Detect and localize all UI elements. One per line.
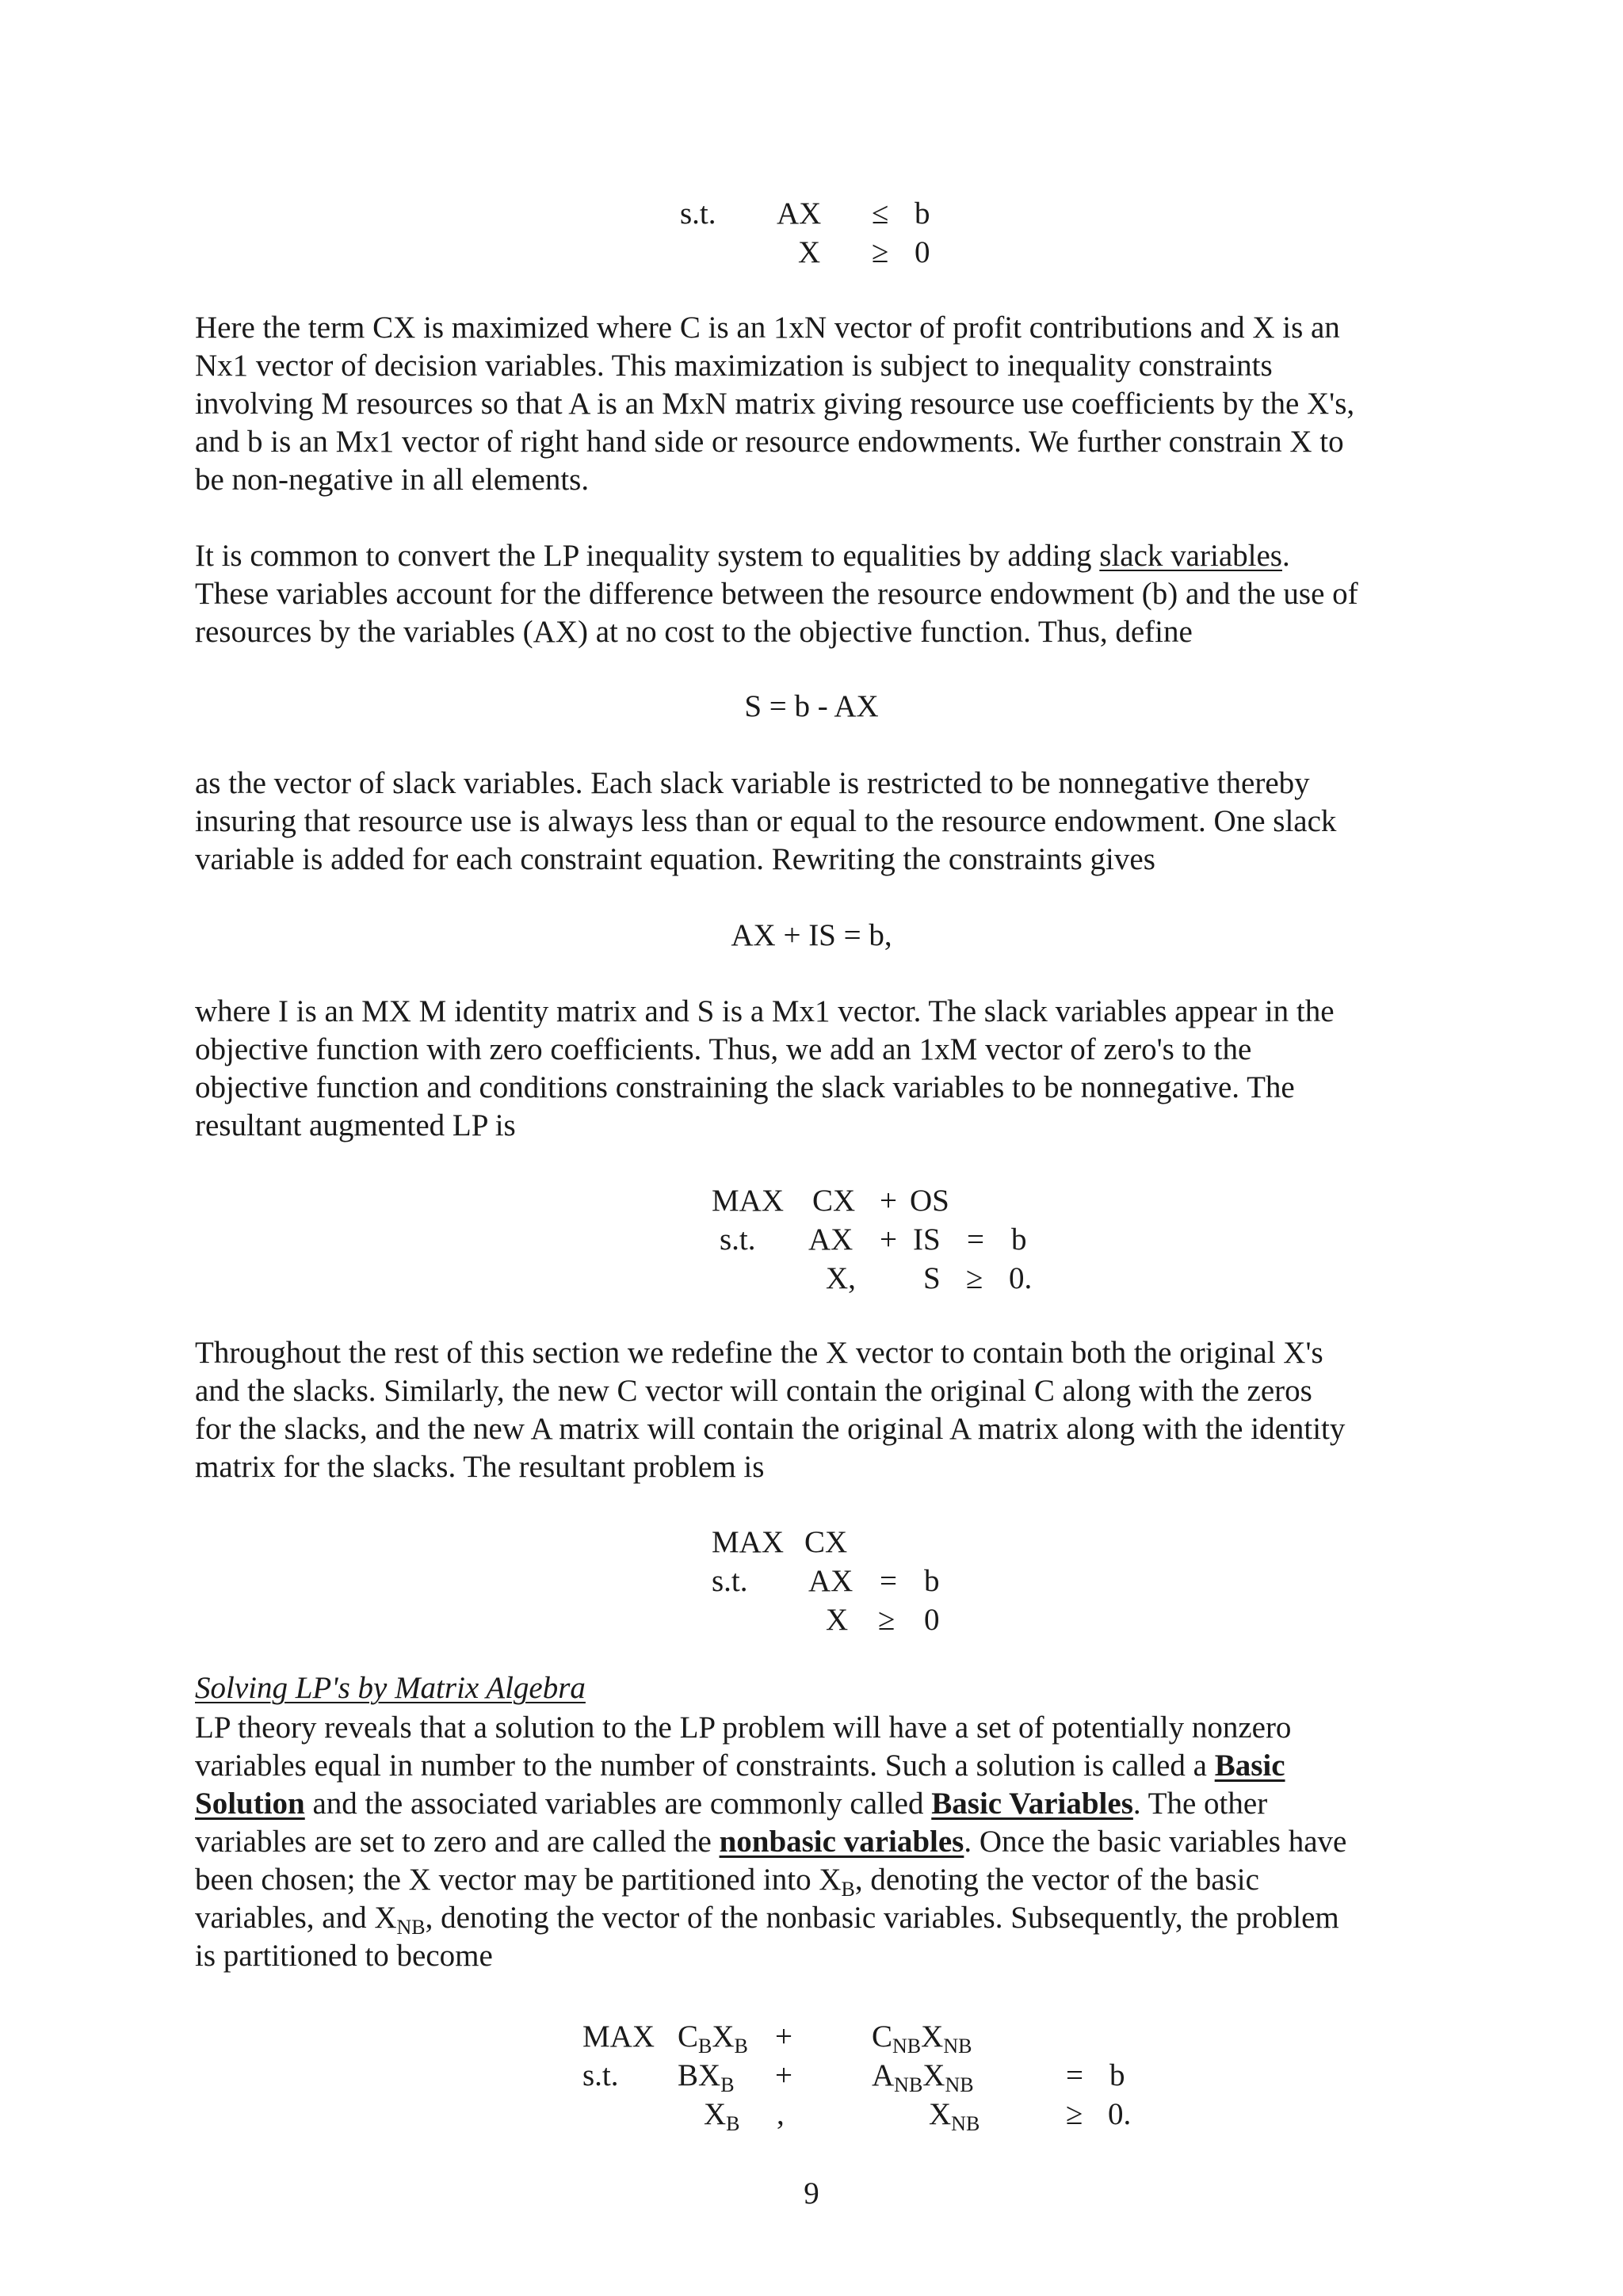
text-line: These variables account for the difference between the resource endowment (b) and the use of <box>195 577 1358 611</box>
text-run: . The other <box>1132 1787 1268 1821</box>
paragraph-slack-intro <box>195 537 1447 651</box>
subscript: NB <box>951 2112 980 2135</box>
paragraph-redefine <box>195 1334 1447 1486</box>
equation-slack-definition: S = b - AX <box>744 689 879 723</box>
symbol-x: X <box>929 2097 952 2131</box>
ge-symbol: ≥ <box>1066 2097 1083 2131</box>
text-line: resources by the variables (AX) at no cost to the objective function. Thus, define <box>195 615 1193 649</box>
rhs-term: b <box>924 1564 940 1598</box>
basic-variables-term: Basic Variables <box>931 1787 1133 1821</box>
text-run: variables, and X <box>195 1901 397 1935</box>
symbol-c: C <box>678 2019 699 2054</box>
le-symbol: ≤ <box>872 196 889 231</box>
text-run: It is common to convert the LP inequality system to equalities by adding <box>195 539 1100 573</box>
subscript: B <box>698 2035 712 2058</box>
text-line: variable is added for each constraint equation. Rewriting the constraints gives <box>195 842 1155 876</box>
subscript: NB <box>892 2035 922 2058</box>
zero-term: 0 <box>924 1603 940 1637</box>
text-line <box>195 1747 1447 1785</box>
text-line: insuring that resource use is always less than or equal to the resource endowment. One slack <box>195 804 1337 838</box>
nonneg-lhs: X <box>798 235 821 269</box>
objective-term: CX <box>804 1525 848 1559</box>
equals-symbol: = <box>880 1564 897 1598</box>
solution-term: Solution <box>195 1787 305 1821</box>
zero-term: 0. <box>1009 1261 1033 1295</box>
bxb-term <box>678 2057 735 2095</box>
text-line: where I is an MX M identity matrix and S is a Mx1 vector. The slack variables appear in the <box>195 994 1335 1028</box>
nonneg-term: X <box>826 1603 849 1637</box>
text-line: and b is an Mx1 vector of right hand side or resource endowments. We further constrain X to <box>195 425 1344 459</box>
equals-symbol: = <box>967 1222 984 1257</box>
ge-symbol: ≥ <box>878 1603 896 1637</box>
text-line: Throughout the rest of this section we redefine the X vector to contain both the original X's <box>195 1336 1323 1370</box>
plus-symbol: + <box>775 2058 792 2092</box>
nonneg-term: X, <box>826 1261 856 1295</box>
text-line: involving M resources so that A is an MxN matrix giving resource use coefficients by the X's, <box>195 387 1355 421</box>
text-line: be non-negative in all elements. <box>195 463 590 497</box>
symbol-a: A <box>872 2058 895 2092</box>
zero-term: 0. <box>1108 2097 1132 2131</box>
equation-augmented-constraints: AX + IS = b, <box>731 918 892 952</box>
objective-term: CX <box>812 1184 856 1218</box>
nonneg-term: S <box>923 1261 941 1295</box>
objective-term: OS <box>910 1184 949 1218</box>
text-run: and the associated variables are commonly called <box>304 1787 932 1821</box>
constraint-lhs: AX <box>777 196 822 231</box>
page-number: 9 <box>804 2176 819 2210</box>
st-label: s.t. <box>582 2058 619 2092</box>
symbol-x: X <box>704 2097 727 2131</box>
symbol-x: X <box>921 2019 944 2054</box>
text-line: as the vector of slack variables. Each slack variable is restricted to be nonnegative thereby <box>195 766 1310 800</box>
text-line <box>195 1785 1447 1823</box>
cnb-xnb-term <box>872 2018 972 2056</box>
text-line: objective function and conditions constraining the slack variables to be nonnegative. The <box>195 1070 1295 1104</box>
plus-symbol: + <box>775 2019 792 2054</box>
text-run: . Once the basic variables have <box>964 1825 1347 1859</box>
symbol-x: X <box>922 2058 945 2092</box>
cb-xb-term <box>678 2018 748 2056</box>
max-label: MAX <box>712 1184 785 1218</box>
subscript: B <box>734 2035 748 2058</box>
nonbasic-variables-term: nonbasic variables <box>719 1825 964 1859</box>
constraint-term: AX <box>808 1222 854 1257</box>
subscript: NB <box>945 2073 974 2096</box>
st-label: s.t. <box>720 1222 756 1257</box>
text-line: and the slacks. Similarly, the new C vector will contain the original C along with the zeros <box>195 1374 1312 1408</box>
max-label: MAX <box>712 1525 785 1559</box>
text-line: for the slacks, and the new A matrix will contain the original A matrix along with the identity <box>195 1412 1346 1446</box>
xb-nonneg-term <box>704 2096 740 2134</box>
ge-symbol: ≥ <box>872 235 889 269</box>
text-line <box>195 1899 1447 1937</box>
plus-symbol: + <box>880 1222 897 1257</box>
symbol-x: X <box>712 2019 735 2054</box>
text-run: variables equal in number to the number of constraints. Such a solution is called a <box>195 1749 1215 1783</box>
text-run: . <box>1281 539 1290 573</box>
comma-symbol: , <box>777 2097 785 2131</box>
subscript: B <box>841 1878 855 1901</box>
text-line <box>195 1861 1447 1899</box>
rhs-term: b <box>1011 1222 1027 1257</box>
subscript: B <box>726 2112 740 2135</box>
text-run: been chosen; the X vector may be partitioned into X <box>195 1863 842 1897</box>
symbol-c: C <box>872 2019 893 2054</box>
constraint-term: IS <box>913 1222 941 1257</box>
text-run: , denoting the vector of the basic <box>854 1863 1259 1897</box>
text-run: variables are set to zero and are called the <box>195 1825 720 1859</box>
symbol-bx: BX <box>678 2058 721 2092</box>
max-label: MAX <box>582 2019 655 2054</box>
st-label: s.t. <box>680 196 716 231</box>
text-line: matrix for the slacks. The resultant problem is <box>195 1450 765 1484</box>
subscript: B <box>720 2073 735 2096</box>
subscript: NB <box>943 2035 972 2058</box>
paragraph-slack-vector <box>195 765 1447 879</box>
anb-xnb-term <box>872 2057 974 2095</box>
paragraph-lp-definition <box>195 309 1447 499</box>
xnb-nonneg-term <box>929 2096 980 2134</box>
constraint-term: AX <box>808 1564 854 1598</box>
subscript: NB <box>396 1916 426 1939</box>
slack-variables-term: slack variables <box>1099 539 1282 573</box>
text-line: Here the term CX is maximized where C is an 1xN vector of profit contributions and X is an <box>195 311 1340 345</box>
ge-symbol: ≥ <box>966 1261 983 1295</box>
text-line: is partitioned to become <box>195 1939 493 1973</box>
subscript: NB <box>894 2073 923 2096</box>
st-label: s.t. <box>712 1564 748 1598</box>
nonneg-rhs: 0 <box>915 235 930 269</box>
basic-term: Basic <box>1214 1749 1285 1783</box>
section-heading: Solving LP's by Matrix Algebra <box>195 1671 586 1705</box>
text-line: resultant augmented LP is <box>195 1108 516 1142</box>
text-line <box>195 537 1447 575</box>
paragraph-basic-solution <box>195 1709 1447 1975</box>
rhs-term: b <box>1109 2058 1125 2092</box>
equals-symbol: = <box>1066 2058 1083 2092</box>
text-run: , denoting the vector of the nonbasic variables. Subsequently, the problem <box>425 1901 1339 1935</box>
text-line <box>195 1823 1447 1861</box>
plus-symbol: + <box>880 1184 897 1218</box>
constraint-rhs: b <box>915 196 930 231</box>
paragraph-identity-matrix <box>195 993 1447 1145</box>
text-line: objective function with zero coefficients. Thus, we add an 1xM vector of zero's to the <box>195 1032 1252 1066</box>
text-line: Nx1 vector of decision variables. This maximization is subject to inequality constraints <box>195 349 1273 383</box>
text-line: LP theory reveals that a solution to the LP problem will have a set of potentially nonzero <box>195 1711 1292 1745</box>
